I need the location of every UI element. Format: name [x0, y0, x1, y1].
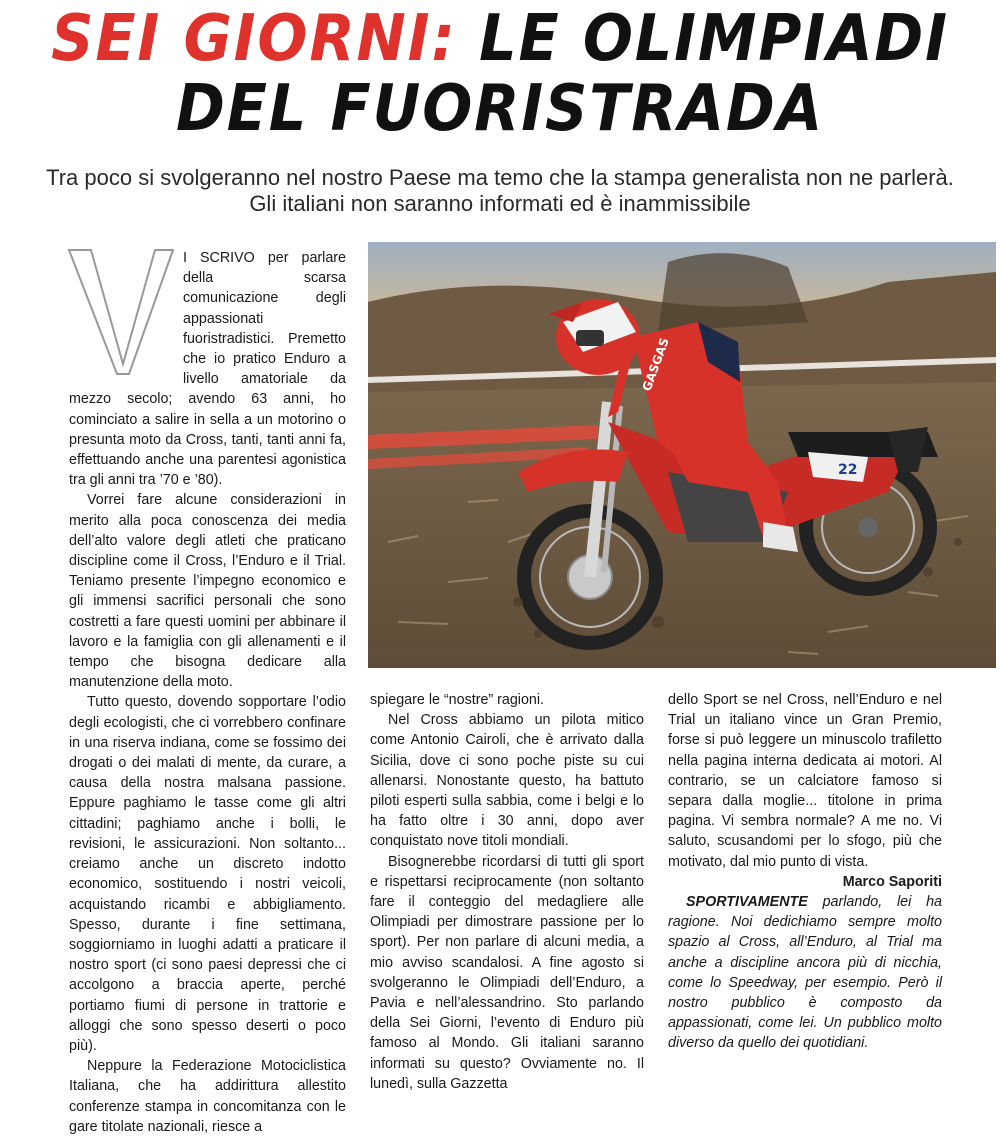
paragraph-4-continuation: spiegare le “nostre” ragioni.: [370, 692, 545, 708]
headline-line-2: [40, 74, 960, 144]
reply-lead: SPORTIVAMENTE: [686, 894, 808, 911]
article-column-3: [668, 690, 942, 1054]
headline-red-part: SEI GIORNI: [51, 2, 432, 76]
jersey-text: GASGAS: [639, 336, 672, 394]
headline-colon: :: [431, 2, 457, 76]
headline-black-part-1: LE OLIMPIADI: [479, 2, 949, 76]
drop-cap-v: [67, 248, 175, 376]
paragraph-5: Nel Cross abbiamo un pilota mitico come Antonio Cairoli, che è arrivato dalla Sicilia, dove ci sono poche piste su cui allenarsi. Nonostante questo, ha battuto piloti esperti sulla sabbia, come i belgi e lo ha fatto oltre i 30 anni, dopo aver conquistato nove titoli mondiali.: [370, 712, 644, 850]
headline-line-1: [40, 4, 960, 74]
reply-text: parlando, lei ha ragione. Noi dedichiamo sempre molto spazio al Cross, all’Enduro, al Trial ma anche a discipline ancora più di nicchia, come lo Speedway, per esempio. Però il nostro pubblico è composto da appassionati, come lei. Un pubblico molto diverso da quello dei quotidiani.: [668, 894, 942, 1052]
paragraph-6-continuation: dello Sport se nel Cross, nell’Enduro e nel Trial un italiano vince un Gran Premio, forse si può leggere un minuscolo trafiletto nella pagina interna dedicata ai motori. Al contrario, se un calciatore famoso si separa dalla moglie... titolone in prima pagina. Vi sembra normale? A me no. Vi saluto, scusandomi per lo sfogo, più che motivato, dal mio punto di vista.: [668, 692, 942, 870]
headline-black-part-2: DEL FUORISTRADA: [176, 72, 824, 146]
paragraph-6: Bisognerebbe ricordarsi di tutti gli sport e rispettarsi reciprocamente (non soltanto fare il conteggio del medagliere alle Olimpiadi per dimostrare passione per lo sport). Per non parlare di alcuni media, a mio avviso scandalosi. A fine agosto si svolgeranno le Olimpiadi dell’Enduro, a Pavia e nell’alessandrino. Sto parlando della Sei Giorni, l’evento di Enduro più famoso al Mondo. Gli italiani saranno informati su questo? Ovviamente no. Il lunedì, sulla Gazzetta: [370, 853, 644, 1092]
editor-reply: [668, 892, 942, 1054]
paragraph-2: Vorrei fare alcune considerazioni in merito alla poca conoscenza dei media dell’alto valore degli atleti che praticano discipline come il Cross, l’Enduro e il Trial. Teniamo presente l’impegno economico e gli immensi sacrifici personali che sono costretti a fare questi uomini per abbinare il lavoro e la famiglia con gli allenamenti e il tempo che bisogna dedicare alla manutenzione della moto.: [69, 492, 346, 691]
article-column-1: [69, 248, 346, 1137]
paragraph-3: Tutto questo, dovendo sopportare l’odio degli ecologisti, che ci vorrebbero confinare in una riserva indiana, come se fossimo dei drogati o dei malati di mente, da curare, a causa della nostra malsana passione. Eppure paghiamo le tasse come gli altri cittadini; paghiamo anche i bolli, le revisioni, le assicurazioni. Non soltanto... creiamo anche un discreto indotto economico, sostituendo i nostri veicoli, acquistando ricambi e abbigliamento. Spesso, durante i fine settimana, soggiorniamo in luoghi adatti a praticare il nostro sport (ci sono paesi depressi che ci accolgono a braccia aperte, perché portiamo fiumi di persone in trattorie e alloggi che sono spesso deserti o poco più).: [69, 694, 346, 1054]
paragraph-1: I SCRIVO per parlare della scarsa comunicazione degli appassionati fuoristradistici. Premetto che io pratico Enduro a livello amatoriale da mezzo secolo; avendo 63 anni, ho cominciato a salire in sella a un motorino o presunta moto da Cross, tanti, tanti anni fa, effettuando anche una parentesi agonistica tra gli anni tra ’70 e ’80).: [69, 250, 346, 489]
subtitle: Tra poco si svolgeranno nel nostro Paese ma temo che la stampa generalista non ne parlerà. Gli italiani non saranno informati ed è inammissibile: [46, 165, 954, 216]
bike-number: 22: [838, 462, 858, 478]
paragraph-4: Neppure la Federazione Motociclistica Italiana, che ha addirittura allestito conferenze stampa in concomitanza con le gare titolate nazionali, riesce a: [69, 1058, 346, 1135]
article-column-2: [370, 690, 644, 1094]
author-signature: Marco Saporiti: [842, 873, 942, 890]
article-photo: [368, 242, 996, 668]
enduro-rider-illustration: [368, 242, 996, 668]
headline: [40, 4, 960, 144]
